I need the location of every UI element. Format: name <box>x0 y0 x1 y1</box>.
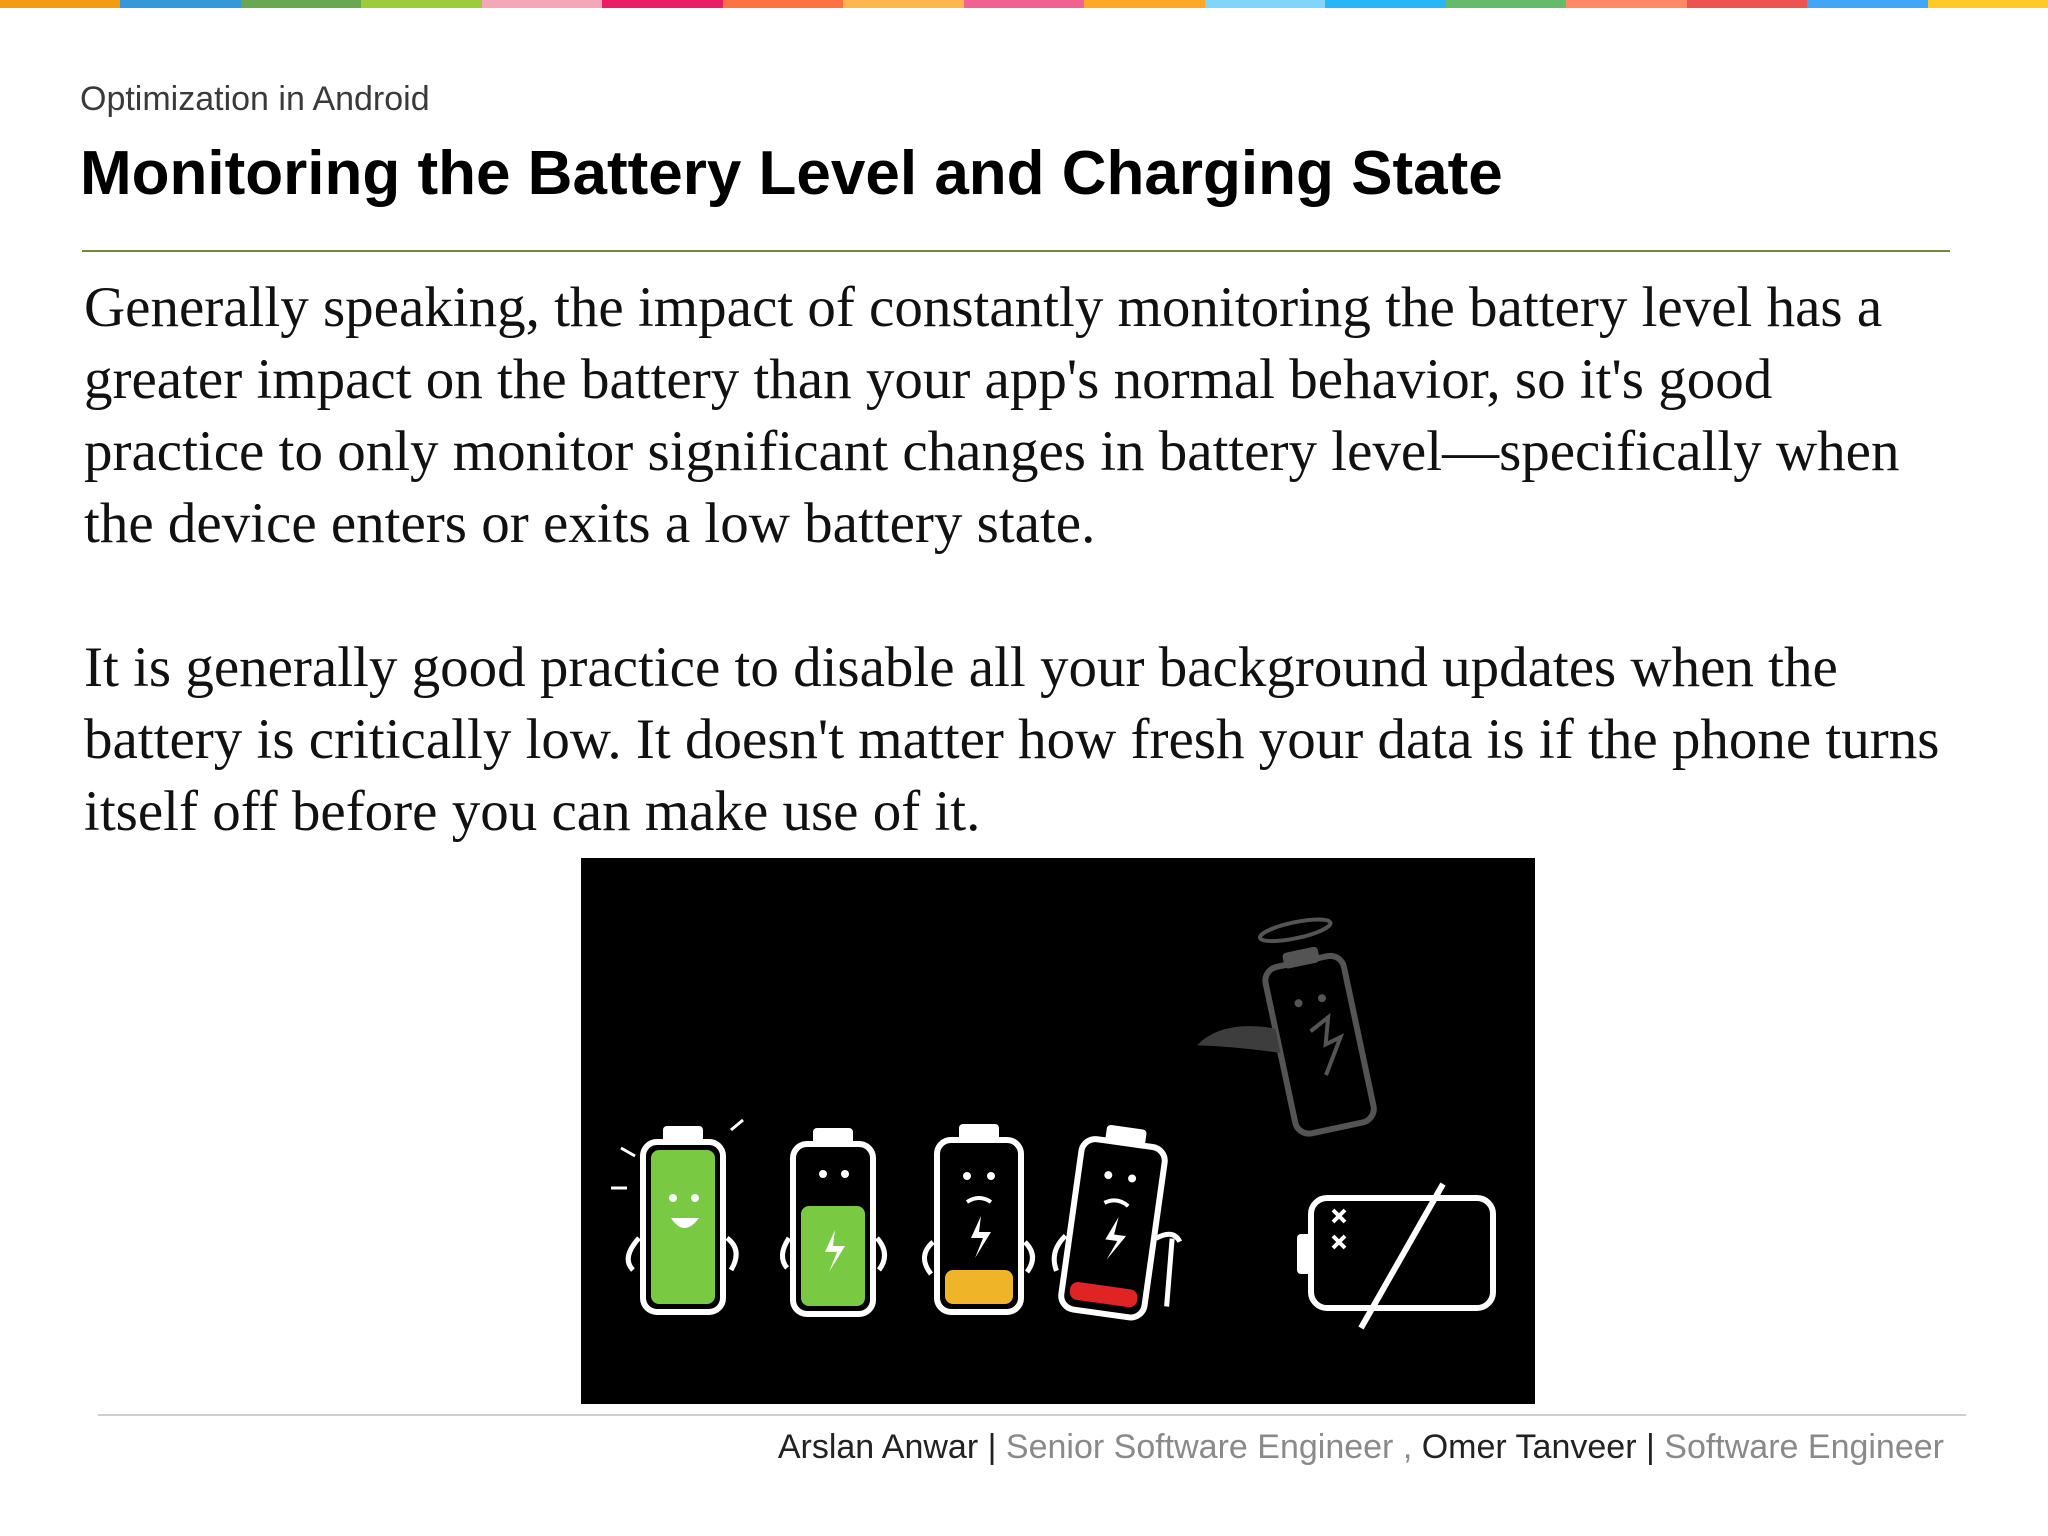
author-2-role: Software Engineer <box>1664 1428 1944 1466</box>
stripe-segment <box>1928 0 2048 8</box>
slide-body <box>84 272 1964 920</box>
body-paragraph-2: It is generally good practice to disable all your background updates when the battery is critically low. It doesn't matter how fresh your data is if the phone turns itself off before you can make use of it. <box>84 636 1940 843</box>
footer-divider <box>98 1414 1966 1416</box>
slide-subtitle: Optimization in Android <box>80 80 430 118</box>
stripe-segment <box>723 0 843 8</box>
stripe-segment <box>482 0 602 8</box>
battery-illustration <box>581 858 1535 1404</box>
stripe-segment <box>361 0 481 8</box>
stripe-segment <box>1566 0 1686 8</box>
footer-credits <box>778 1428 1944 1467</box>
stripe-segment <box>602 0 722 8</box>
stripe-segment <box>1687 0 1807 8</box>
footer-separator-2: | <box>1645 1428 1655 1466</box>
author-2: Omer Tanveer <box>1421 1428 1637 1466</box>
slide-title: Monitoring the Battery Level and Charging State <box>80 139 1503 208</box>
high-battery-icon <box>782 1128 884 1314</box>
stripe-segment <box>843 0 963 8</box>
stripe-segment <box>241 0 361 8</box>
dead-battery-icon <box>1297 1184 1493 1328</box>
stripe-segment <box>1205 0 1325 8</box>
stripe-segment <box>1084 0 1204 8</box>
author-1: Arslan Anwar <box>777 1428 979 1466</box>
top-color-stripe <box>0 0 2048 8</box>
stripe-segment <box>120 0 240 8</box>
title-divider <box>82 250 1950 252</box>
body-paragraph-1: Generally speaking, the impact of constantly monitoring the battery level has a greater impact on the battery than your app's normal behavior, so it's good practice to only monitor significant changes in battery level—specifically when the device enters or exits a low battery state. <box>84 276 1900 555</box>
stripe-segment <box>1446 0 1566 8</box>
stripe-segment <box>964 0 1084 8</box>
stripe-segment <box>0 0 120 8</box>
full-battery-icon <box>611 1120 743 1312</box>
critical-battery-icon <box>1047 1120 1194 1323</box>
angel-battery-icon <box>1176 914 1376 1153</box>
low-battery-icon <box>924 1124 1032 1312</box>
footer-separator-1: | <box>987 1428 997 1466</box>
stripe-segment <box>1325 0 1445 8</box>
stripe-segment <box>1807 0 1927 8</box>
author-1-role: Senior Software Engineer , <box>1005 1428 1413 1466</box>
